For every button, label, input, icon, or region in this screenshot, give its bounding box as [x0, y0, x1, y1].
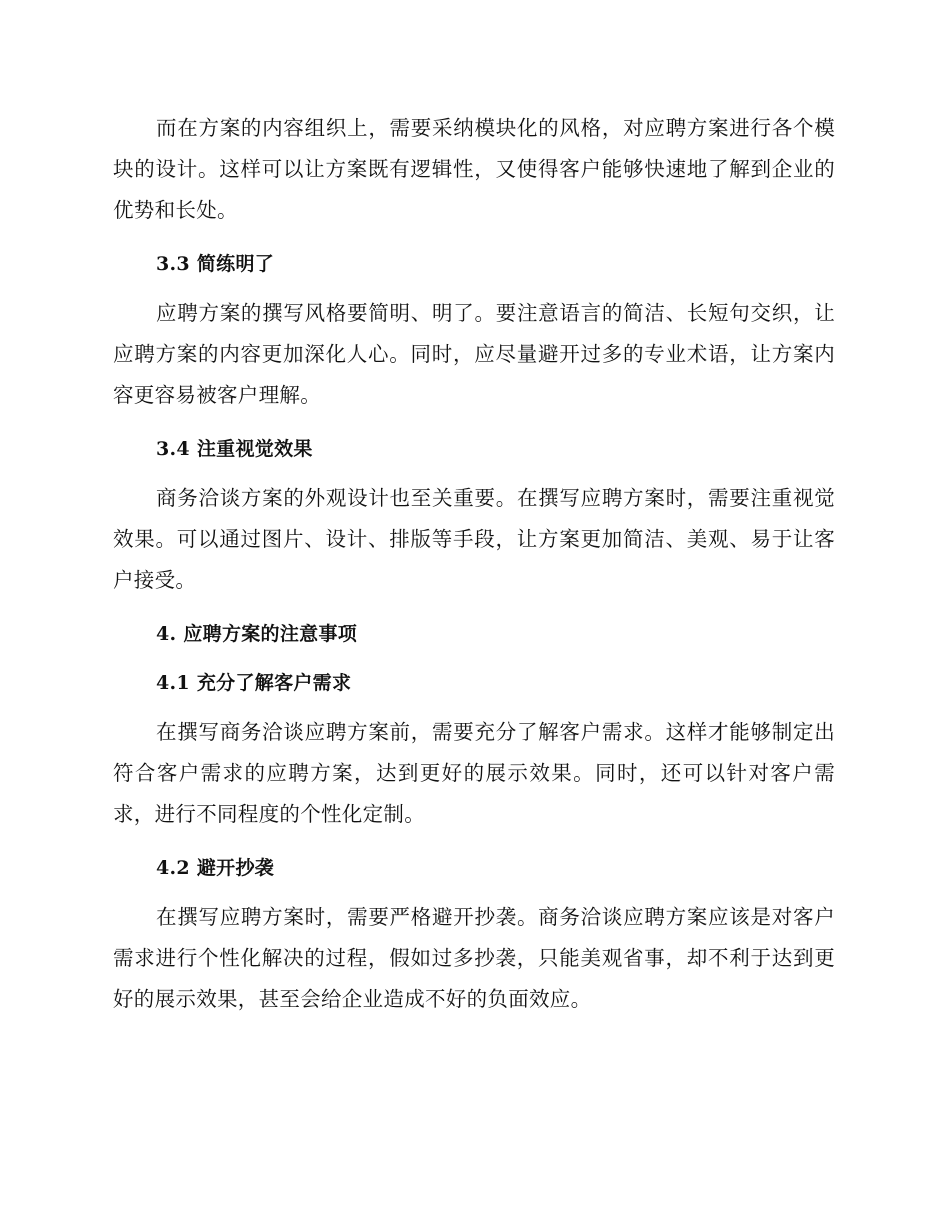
paragraph-concise: 应聘方案的撰写风格要简明、明了。要注意语言的简洁、长短句交织，让应聘方案的内容更加深化人心。同时，应尽量避开过多的专业术语，让方案内容更容易被客户理解。 — [113, 301, 835, 407]
spacer — [113, 654, 835, 663]
heading-3-4: 3.4 注重视觉效果 — [156, 438, 313, 460]
spacer — [113, 416, 835, 429]
spacer — [113, 469, 835, 478]
document-page — [113, 108, 835, 1020]
spacer — [113, 703, 835, 712]
paragraph-avoid-plagiarism: 在撰写应聘方案时，需要严格避开抄袭。商务洽谈应聘方案应该是对客户需求进行个性化解决的过程，假如过多抄袭，只能美观省事，却不利于达到更好的展示效果，甚至会给企业造成不好的负面效应。 — [113, 905, 835, 1011]
spacer — [113, 601, 835, 614]
spacer — [113, 284, 835, 293]
spacer — [113, 231, 835, 244]
paragraph-visual-effect: 商务洽谈方案的外观设计也至关重要。在撰写应聘方案时，需要注重视觉效果。可以通过图片、设计、排版等手段，让方案更加简洁、美观、易于让客户接受。 — [113, 486, 835, 592]
heading-3-3: 3.3 简练明了 — [156, 253, 275, 275]
heading-4-2: 4.2 避开抄袭 — [156, 857, 275, 879]
heading-4: 4. 应聘方案的注意事项 — [156, 623, 358, 645]
paragraph-module-design: 而在方案的内容组织上，需要采纳模块化的风格，对应聘方案进行各个模块的设计。这样可以让方案既有逻辑性，又使得客户能够快速地了解到企业的优势和长处。 — [113, 116, 835, 222]
paragraph-client-needs: 在撰写商务洽谈应聘方案前，需要充分了解客户需求。这样才能够制定出符合客户需求的应聘方案，达到更好的展示效果。同时，还可以针对客户需求，进行不同程度的个性化定制。 — [113, 720, 835, 826]
spacer — [113, 835, 835, 848]
heading-4-1: 4.1 充分了解客户需求 — [156, 672, 352, 694]
spacer — [113, 888, 835, 897]
